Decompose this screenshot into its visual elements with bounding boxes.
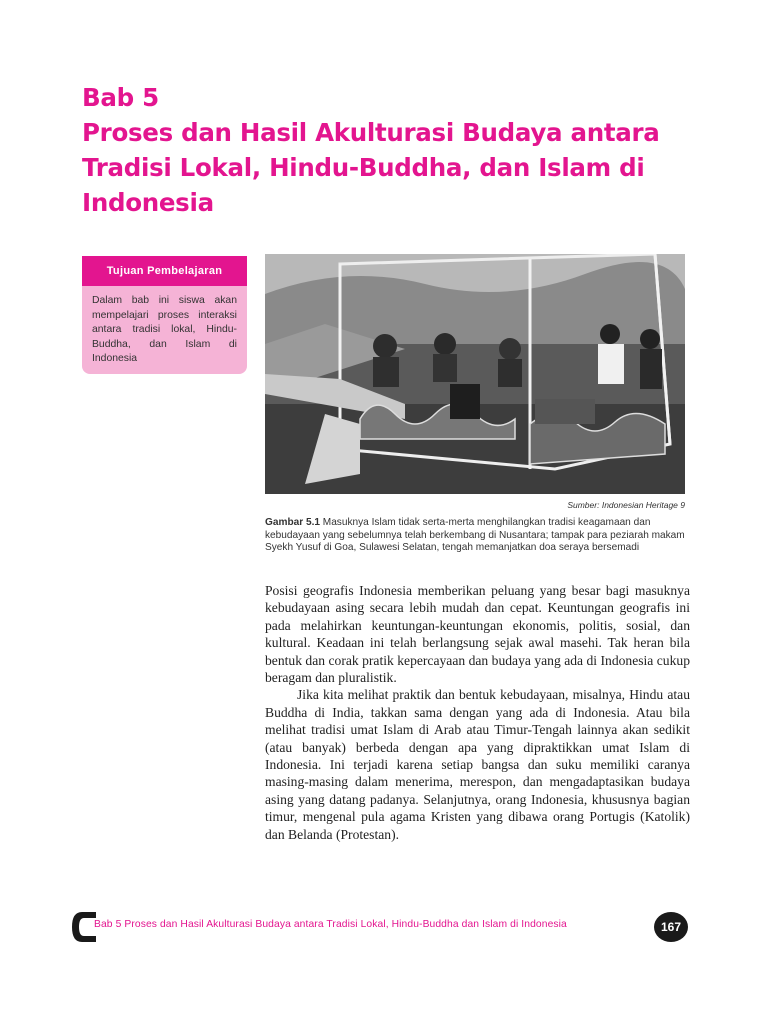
figure-caption — [265, 517, 690, 555]
chapter-title-line-3: Indonesia — [82, 188, 214, 217]
chapter-title-line-2: Tradisi Lokal, Hindu-Buddha, dan Islam di — [82, 153, 645, 182]
chapter-title-line-1: Proses dan Hasil Akulturasi Budaya antara — [82, 118, 660, 147]
footer-tab-icon — [72, 912, 96, 942]
figure-caption-text: Masuknya Islam tidak serta-merta menghilangkan tradisi keagamaan dan kebudayaan yang sebelumnya telah berkembang di Nusantara; tampak para peziarah makam Syekh Yusuf di Goa, Sulawesi Selatan, tengah memanjatkan doa seraya bersemadi — [265, 517, 685, 554]
footer-running-title: Bab 5 Proses dan Hasil Akulturasi Budaya antara Tradisi Lokal, Hindu-Buddha dan Islam di Indonesia — [94, 919, 567, 930]
figure-source — [265, 500, 685, 510]
chapter-title — [82, 80, 722, 220]
page-number: 167 — [654, 912, 688, 942]
paragraph-2: Jika kita melihat praktik dan bentuk kebudayaan, misalnya, Hindu atau Buddha di India, takkan sama dengan yang ada di Indonesia. Atau bila melihat tradisi umat Islam di Arab atau Timur-Tengah lainnya akan sedikit (atau banyak) berbeda dengan apa yang dipraktikkan umat Islam di Indonesia. Ini terjadi karena setiap bangsa dan suku memiliki caranya masing-masing dalam menerima, merespon, dan mengadaptasikan budaya asing yang datang padanya. Selanjutnya, orang Indonesia, khususnya bagian timur, mengenal pula agama Kristen yang dibawa orang Portugis (Katolik) dan Belanda (Protestan). — [265, 687, 690, 842]
learning-objective-header: Tujuan Pembelajaran — [82, 256, 247, 286]
figure-photo — [265, 254, 685, 494]
learning-objective-box — [82, 256, 247, 374]
figure-caption-label: Gambar 5.1 — [265, 517, 320, 528]
chapter-number: Bab 5 — [82, 83, 159, 112]
learning-objective-text: Dalam bab ini siswa akan mempelajari proses interaksi antara tradisi lokal, Hindu-Buddha, dan Islam di Indonesia — [82, 286, 247, 374]
figure-source-label: Sumber: — [567, 500, 602, 510]
page-footer — [72, 912, 688, 942]
tomb-photo-illustration — [265, 254, 685, 494]
figure-source-title: Indonesian Heritage 9 — [601, 500, 685, 510]
paragraph-1: Posisi geografis Indonesia memberikan peluang yang besar bagi masuknya kebudayaan asing secara lebih mudah dan cepat. Keuntungan geografis ini pada melahirkan keuntungan-keuntungan ekonomis, politis, sosial, dan kultural. Keadaan ini telah berlangsung sejak awal masehi. Tak heran bila bentuk dan corak pratik kepercayaan dan budaya yang ada di Indonesia cukup beragam dan pluralistik. — [265, 583, 690, 686]
body-text — [265, 582, 690, 843]
